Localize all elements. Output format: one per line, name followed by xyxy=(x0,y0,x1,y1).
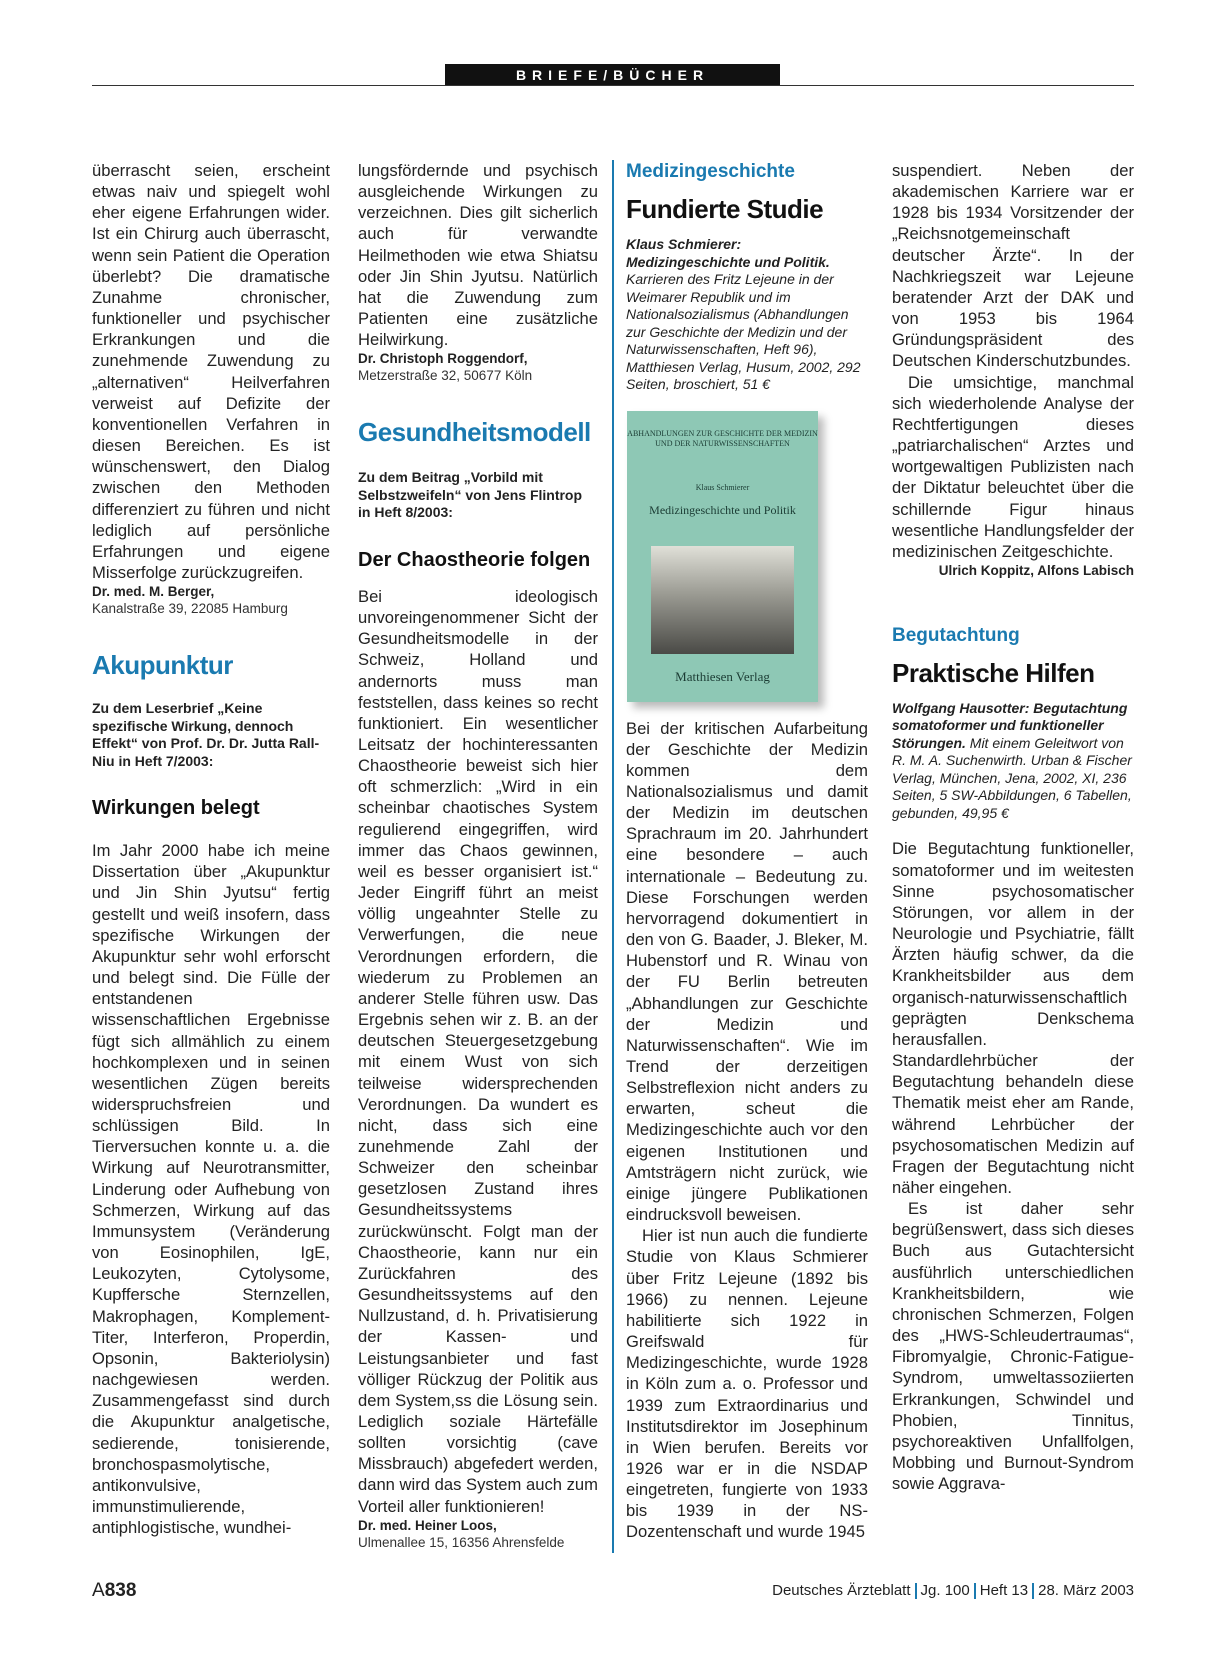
letter-address: Kanalstraße 39, 22085 Hamburg xyxy=(92,601,288,617)
article-subheading: Wirkungen belegt xyxy=(92,797,260,820)
letter-signature: Dr. Christoph Roggendorf, xyxy=(358,351,528,367)
body-text: Bei ideologisch unvoreingenommener Sicht der Gesundheitsmodelle in der Schweiz, Holland und andernorts muss man feststellen, dass keines so recht funktioniert. Ein wesentlicher Leitsatz der hochinteressanten Chaostheorie beweist sich hier oft schmerzlich: „Wird in ein scheinbar chaotisches System regulierend eingegriffen, wird immer das Chaos gewinnen, weil es besser organisiert ist.“ Jeder Eingriff führt an meist völlig ungeahnter Stelle zu Verwerfungen, die neue Verordnungen erfordern, die wiederum zu Problemen an anderer Stelle führen usw. Das Ergebnis sehen wir z. B. an der deutschen Steuergesetzgebung mit einem Wust von sich teilweise widersprechenden Verordnungen. Da wundert es nicht, dass sich eine zunehmende Zahl der Schweizer den scheinbar gesetzlosen Zustand ihres Gesundheitssystems zurückwünscht. Folgt man der Chaostheorie, kann nur ein Zurückfahren des Gesundheitssystems auf den Nullzustand, d. h. Privatisierung der Kassen- und Leistungsanbieter und fast völliger Rückzug der Politik aus dem System,ss die Lösung sein. Lediglich soziale Härtefälle sollten vorsichtig (cave Missbrauch) abgefedert werden, dann wird das System auch zum Vorteil aller funktionieren! xyxy=(358,586,598,1516)
body-text: Im Jahr 2000 habe ich meine Dissertation über „Akupunktur und Jin Shin Jyutsu“ fertig gestellt und weiß insofern, dass spezifische Wirkungen der Akupunktur sehr wohl erforscht und belegt sind. Die Fülle der entstandenen wissenschaftlichen Ergebnisse fügt sich allmählich zu einem hochkomplexen und in seinen wesentlichen Zügen bereits widerspruchsfreien und schlüssigen Bild. In Tierversuchen konnte u. a. die Wirkung auf Neurotransmitter, Linderung oder Aufhebung von Schmerzen, Wirkung auf das Immunsystem (Veränderung von Eosinophilen, IgE, Leukozyten, Cytolysome, Kupffersche Sternzellen, Makrophagen, Komplement-Titer, Interferon, Properdin, Opsonin, Bakteriolysin) nachgewiesen werden. Zusammengefasst sind durch die Akupunktur analgetische, sedierende, tonisierende, bronchospasmolytische, antikonvulsive, immunstimulierende, antiphlogistische, wundhei- xyxy=(92,841,330,1538)
book-reference-details: Karrieren des Fritz Lejeune in der Weimarer Republik und im Nationalsozialismus (Abhandlungen zur Geschichte der Medizin und der Naturwissenschaften, Heft 96), Matthiesen Verlag, Husum, 2002, 292 Seiten, broschiert, 51 € xyxy=(626,271,861,392)
column-4 xyxy=(892,160,1134,1494)
column-1 xyxy=(92,160,330,1538)
journal-info xyxy=(772,1582,1134,1599)
footer-separator xyxy=(974,1583,976,1599)
article-heading: Akupunktur xyxy=(92,650,233,681)
review-signature: Ulrich Koppitz, Alfons Labisch xyxy=(938,562,1134,578)
book-cover-image xyxy=(627,411,818,702)
column-2 xyxy=(358,160,598,1552)
journal-issue: Heft 13 xyxy=(979,1582,1029,1599)
section-label: BRIEFE/BÜCHER xyxy=(445,64,780,86)
body-text: Es ist daher sehr begrüßenswert, dass sich dieses Buch aus Gutachtersicht ausführlich unterschiedlichen Krankheitsbildern, wie chronischen Schmerzen, Folgen des „HWS-Schleudertraumas“, Fibromyalgie, Chronic-Fatigue-Syndrom, umweltassoziierten Erkrankungen, Schwindel und Phobien, Tinnitus, psychoreaktiven Unfallfolgen, Mobbing und Burnout-Syndrom sowie Aggrava- xyxy=(892,1199,1134,1494)
book-reference xyxy=(892,700,1134,823)
article-subheading: Der Chaostheorie folgen xyxy=(358,548,591,571)
body-text: lungsfördernde und psychisch ausgleichende Wirkungen zu verzeichnen. Dies gilt sicherlich auch für verwandte Heilmethoden wie etwa Shiatsu oder Jin Shin Jyutsu. Natürlich hat die Zuwendung zum Patienten eine zusätzliche Heilwirkung. xyxy=(358,161,598,350)
article-lead: Zu dem Beitrag „Vorbild mit Selbstzweifeln“ von Jens Flintrop in Heft 8/2003: xyxy=(358,469,583,521)
book-author-label: Klaus Schmierer xyxy=(695,483,750,492)
footer-separator xyxy=(1032,1583,1034,1599)
journal-name: Deutsches Ärzteblatt xyxy=(772,1582,911,1599)
portrait-photo xyxy=(651,546,794,654)
body-text: überrascht seien, erscheint etwas naiv und spiegelt wohl eher eigene Erfahrungen wider. Ist ein Chirurg auch überrascht, wenn sein Patient die Operation überlebt? Die dramatische Zunahme chronischer, funktioneller und psychischer Erkrankungen und die zunehmende Zuwendung zu „alternativen“ Heilverfahren verweist auf Defizite der konventionellen Verfahren in diesen Bereichen. Es ist wünschenswert, den Dialog zwischen den Methoden differenziert zu führen und nicht lediglich auf persönliche Erfahrungen und eigene Misserfolge zurückzugreifen. xyxy=(92,161,330,582)
book-reference xyxy=(626,236,868,394)
article-heading: Fundierte Studie xyxy=(626,194,824,224)
header-rule xyxy=(92,85,1134,86)
book-reference-title: Klaus Schmierer: Medizingeschichte und Politik. xyxy=(626,236,830,270)
column-3 xyxy=(626,160,868,1543)
letter-address: Ulmenallee 15, 16356 Ahrensfelde xyxy=(358,1534,565,1550)
article-lead: Zu dem Leserbrief „Keine spezifische Wirkung, dennoch Effekt“ von Prof. Dr. Dr. Jutta Rall-Niu in Heft 7/2003: xyxy=(92,700,320,769)
article-heading: Praktische Hilfen xyxy=(892,657,1095,688)
body-text: Die Begutachtung funktioneller, somatoformer und im weitesten Sinne psychosomatischer Störungen, vor allem in der Neurologie und Psychiatrie, fällt Ärzten häufig schwer, da die Krankheitsbilder aus dem organisch-naturwissenschaftlich geprägten Denkschema herausfallen. Standardlehrbücher der Begutachtung behandeln diese Thematik meist eher am Rande, während Lehrbücher der psychosomatischen Medizin auf Fragen der Begutachtung nicht näher eingehen. xyxy=(892,839,1134,1197)
body-text: Bei der kritischen Aufarbeitung der Geschichte der Medizin kommen dem Nationalsozialismus und damit der Medizin im deutschen Sprachraum im 20. Jahrhundert eine besondere – auch internationale – Bedeutung zu. Diese Forschungen werden hervorragend dokumentiert in den von G. Baader, J. Bleker, M. Hubenstorf und R. Winau von der FU Berlin betreuten „Abhandlungen zur Geschichte der Medizin und Naturwissenschaften“. Wie im Trend der derzeitigen Selbstreflexion nicht anders zu erwarten, scheut die Medizingeschichte auch vor den eigenen Institutionen und Amtsträgern nicht zurück, wie einige jüngere Publikationen eindrucksvoll beweisen. xyxy=(626,718,868,1225)
article-heading: Gesundheitsmodell xyxy=(358,417,591,448)
body-text: Die umsichtige, manchmal sich wiederholende Analyse der Rechtfertigungen dieses „patriarchalischen“ Arztes und wortgewaltigen Publizisten nach der Diktatur beleuchtet über die schillernde Figur hinaus wesentliche Handlungsfelder der medizinischen Zeitgeschichte. xyxy=(892,372,1134,561)
letter-signature: Dr. med. Heiner Loos, xyxy=(358,1517,497,1533)
book-title-label: Medizingeschichte und Politik xyxy=(649,503,796,517)
journal-date: 28. März 2003 xyxy=(1038,1582,1134,1599)
article-rubric: Begutachtung xyxy=(892,624,1020,646)
body-text: Hier ist nun auch die fundierte Studie von Klaus Schmierer über Fritz Lejeune (1892 bis 1966) zu nennen. Lejeune habilitierte sich 1922 in Greifswald für Medizingeschichte, wurde 1928 in Köln zum a. o. Professor und 1939 zum Extraordinarius und Institutsdirektor im Josephinum in Wien berufen. Bereits vor 1926 war er in die NSDAP eingetreten, fungierte von 1933 bis 1939 in der NS-Dozentenschaft und wurde 1945 xyxy=(626,1226,868,1542)
book-publisher-label: Matthiesen Verlag xyxy=(675,669,770,684)
page-footer xyxy=(92,1580,1134,1610)
page-number-value: 838 xyxy=(104,1580,137,1601)
column-divider xyxy=(612,160,614,1553)
book-reference-details: Mit einem Geleitwort von R. M. A. Suchenwirth. Urban & Fischer Verlag, München, Jena, 2002, XI, 236 Seiten, 5 SW-Abbildungen, 6 Tabellen, gebunden, 49,95 € xyxy=(892,734,1132,821)
book-series-label: ABHANDLUNGEN ZUR GESCHICHTE DER MEDIZIN UND DER NATURWISSENSCHAFTEN xyxy=(627,429,818,448)
journal-volume: Jg. 100 xyxy=(920,1582,970,1599)
footer-separator xyxy=(915,1583,917,1599)
book-reference-title: Wolfgang Hausotter: Begutachtung somatoformer und funktioneller Störungen. xyxy=(892,699,1128,751)
body-text: suspendiert. Neben der akademischen Karriere war er 1928 bis 1934 Vorsitzender der „Reichsnotgemeinschaft deutscher Ärzte“. In der Nachkriegszeit war Lejeune beratender Arzt der DAK und von 1953 bis 1964 Gründungspräsident des Deutschen Kinderschutzbundes. xyxy=(892,161,1134,371)
page-number-prefix: A xyxy=(92,1580,105,1601)
letter-address: Metzerstraße 32, 50677 Köln xyxy=(358,368,533,384)
page-number xyxy=(92,1580,136,1602)
article-rubric: Medizingeschichte xyxy=(626,161,795,182)
letter-signature: Dr. med. M. Berger, xyxy=(92,584,215,600)
